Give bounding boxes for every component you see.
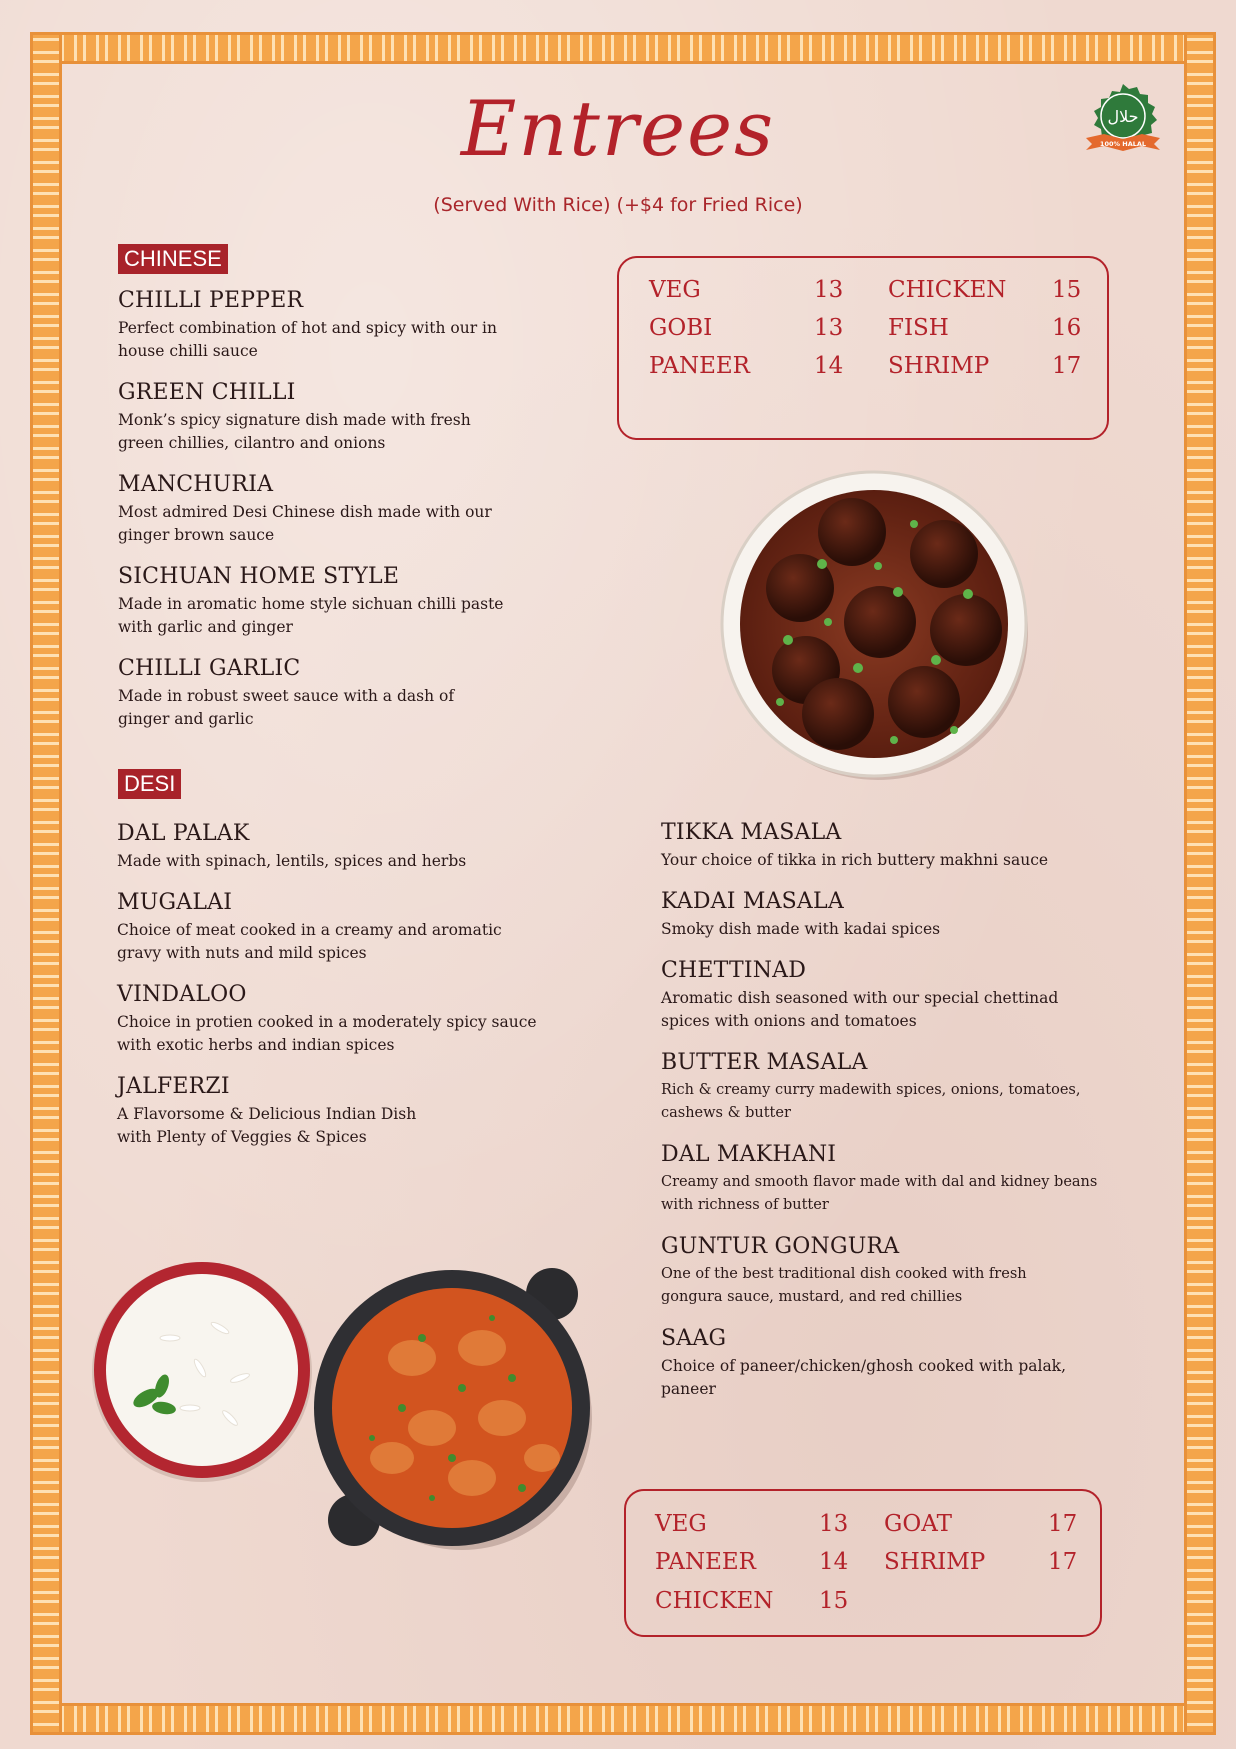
item-desc: A Flavorsome & Delicious Indian Dish with Plenty of Veggies & Spices	[117, 1105, 417, 1146]
item-desc: Monk’s spicy signature dish made with fresh green chillies, cilantro and onions	[118, 411, 471, 452]
greek-key-border-left	[30, 32, 62, 1735]
price-value: 15	[1052, 277, 1082, 303]
menu-item	[661, 888, 1181, 941]
halal-badge-label: 100% HALAL	[1099, 140, 1147, 148]
price-value: 14	[814, 353, 844, 379]
price-label: VEG	[655, 1511, 707, 1537]
item-name: KADAI MASALA	[661, 889, 844, 914]
menu-item	[117, 889, 587, 965]
item-name: CHILLI PEPPER	[118, 288, 304, 313]
item-name: DAL MAKHANI	[661, 1142, 837, 1167]
price-label: SHRIMP	[884, 1549, 986, 1575]
item-desc: Rich & creamy curry madewith spices, onions, tomatoes, cashews & butter	[661, 1082, 1081, 1121]
price-value: 17	[1052, 353, 1082, 379]
item-desc: Made in aromatic home style sichuan chilli paste with garlic and ginger	[118, 595, 504, 636]
price-label: PANEER	[655, 1549, 756, 1575]
price-value: 16	[1052, 315, 1082, 341]
item-name: MUGALAI	[117, 890, 233, 915]
item-name: GREEN CHILLI	[118, 380, 296, 405]
item-name: SICHUAN HOME STYLE	[118, 564, 400, 589]
svg-text:حلال: حلال	[1107, 107, 1139, 126]
rice-bowl-image	[90, 1258, 314, 1482]
item-desc: Perfect combination of hot and spicy with our in house chilli sauce	[118, 319, 497, 360]
greek-key-border-top	[30, 32, 1216, 64]
price-value: 15	[819, 1588, 849, 1614]
price-value: 13	[819, 1511, 849, 1537]
price-label: CHICKEN	[655, 1588, 774, 1614]
price-value: 13	[814, 277, 844, 303]
price-value: 17	[1048, 1549, 1078, 1575]
menu-item	[661, 1141, 1181, 1217]
menu-item	[118, 287, 548, 363]
menu-item	[661, 1233, 1181, 1309]
item-desc: Creamy and smooth flavor made with dal and kidney beans with richness of butter	[661, 1174, 1098, 1213]
price-label: GOAT	[884, 1511, 952, 1537]
item-desc: Choice of meat cooked in a creamy and aromatic gravy with nuts and mild spices	[117, 921, 502, 962]
halal-badge-icon	[1082, 82, 1164, 156]
item-desc: One of the best traditional dish cooked with fresh gongura sauce, mustard, and red chillies	[661, 1266, 1027, 1305]
menu-item	[118, 471, 548, 547]
price-label: VEG	[649, 277, 701, 303]
price-label: GOBI	[649, 315, 713, 341]
menu-item	[661, 1325, 1181, 1401]
section-tag-chinese: CHINESE	[118, 244, 228, 274]
price-value: 17	[1048, 1511, 1078, 1537]
item-name: DAL PALAK	[117, 821, 250, 846]
price-label: SHRIMP	[888, 353, 990, 379]
menu-item	[661, 957, 1181, 1033]
item-desc: Made with spinach, lentils, spices and herbs	[117, 852, 467, 870]
butter-chicken-pot-image	[312, 1258, 592, 1554]
menu-item	[118, 379, 548, 455]
greek-key-border-right	[1184, 32, 1216, 1735]
item-name: MANCHURIA	[118, 472, 274, 497]
section-tag-desi: DESI	[118, 769, 181, 799]
item-name: CHILLI GARLIC	[118, 656, 301, 681]
item-desc: Most admired Desi Chinese dish made with our ginger brown sauce	[118, 503, 492, 544]
item-desc: Aromatic dish seasoned with our special chettinad spices with onions and tomatoes	[661, 989, 1059, 1030]
item-desc: Your choice of tikka in rich buttery makhni sauce	[661, 851, 1049, 869]
menu-item	[117, 981, 587, 1057]
menu-item	[117, 1073, 587, 1149]
menu-item	[118, 563, 578, 639]
price-label: PANEER	[649, 353, 750, 379]
price-value: 13	[814, 315, 844, 341]
item-desc: Choice of paneer/chicken/ghosh cooked with palak, paneer	[661, 1357, 1067, 1398]
menu-item	[118, 655, 548, 731]
item-name: SAAG	[661, 1326, 727, 1351]
page-subtitle: (Served With Rice) (+$4 for Fried Rice)	[433, 194, 803, 216]
price-label: CHICKEN	[888, 277, 1007, 303]
item-name: JALFERZI	[117, 1074, 230, 1099]
item-desc: Made in robust sweet sauce with a dash of ginger and garlic	[118, 687, 455, 728]
item-name: CHETTINAD	[661, 958, 807, 983]
item-name: BUTTER MASALA	[661, 1050, 868, 1075]
greek-key-border-bottom	[30, 1703, 1216, 1735]
menu-item	[661, 1049, 1181, 1125]
menu-item	[661, 819, 1181, 872]
page-title: Entrees	[460, 84, 776, 173]
item-desc: Choice in protien cooked in a moderately spicy sauce with exotic herbs and indian spices	[117, 1013, 537, 1054]
item-name: TIKKA MASALA	[661, 820, 842, 845]
item-name: GUNTUR GONGURA	[661, 1234, 900, 1259]
item-desc: Smoky dish made with kadai spices	[661, 920, 941, 938]
price-value: 14	[819, 1549, 849, 1575]
item-name: VINDALOO	[117, 982, 247, 1007]
menu-item	[117, 820, 587, 873]
price-label: FISH	[888, 315, 949, 341]
manchurian-bowl-image	[718, 470, 1030, 782]
